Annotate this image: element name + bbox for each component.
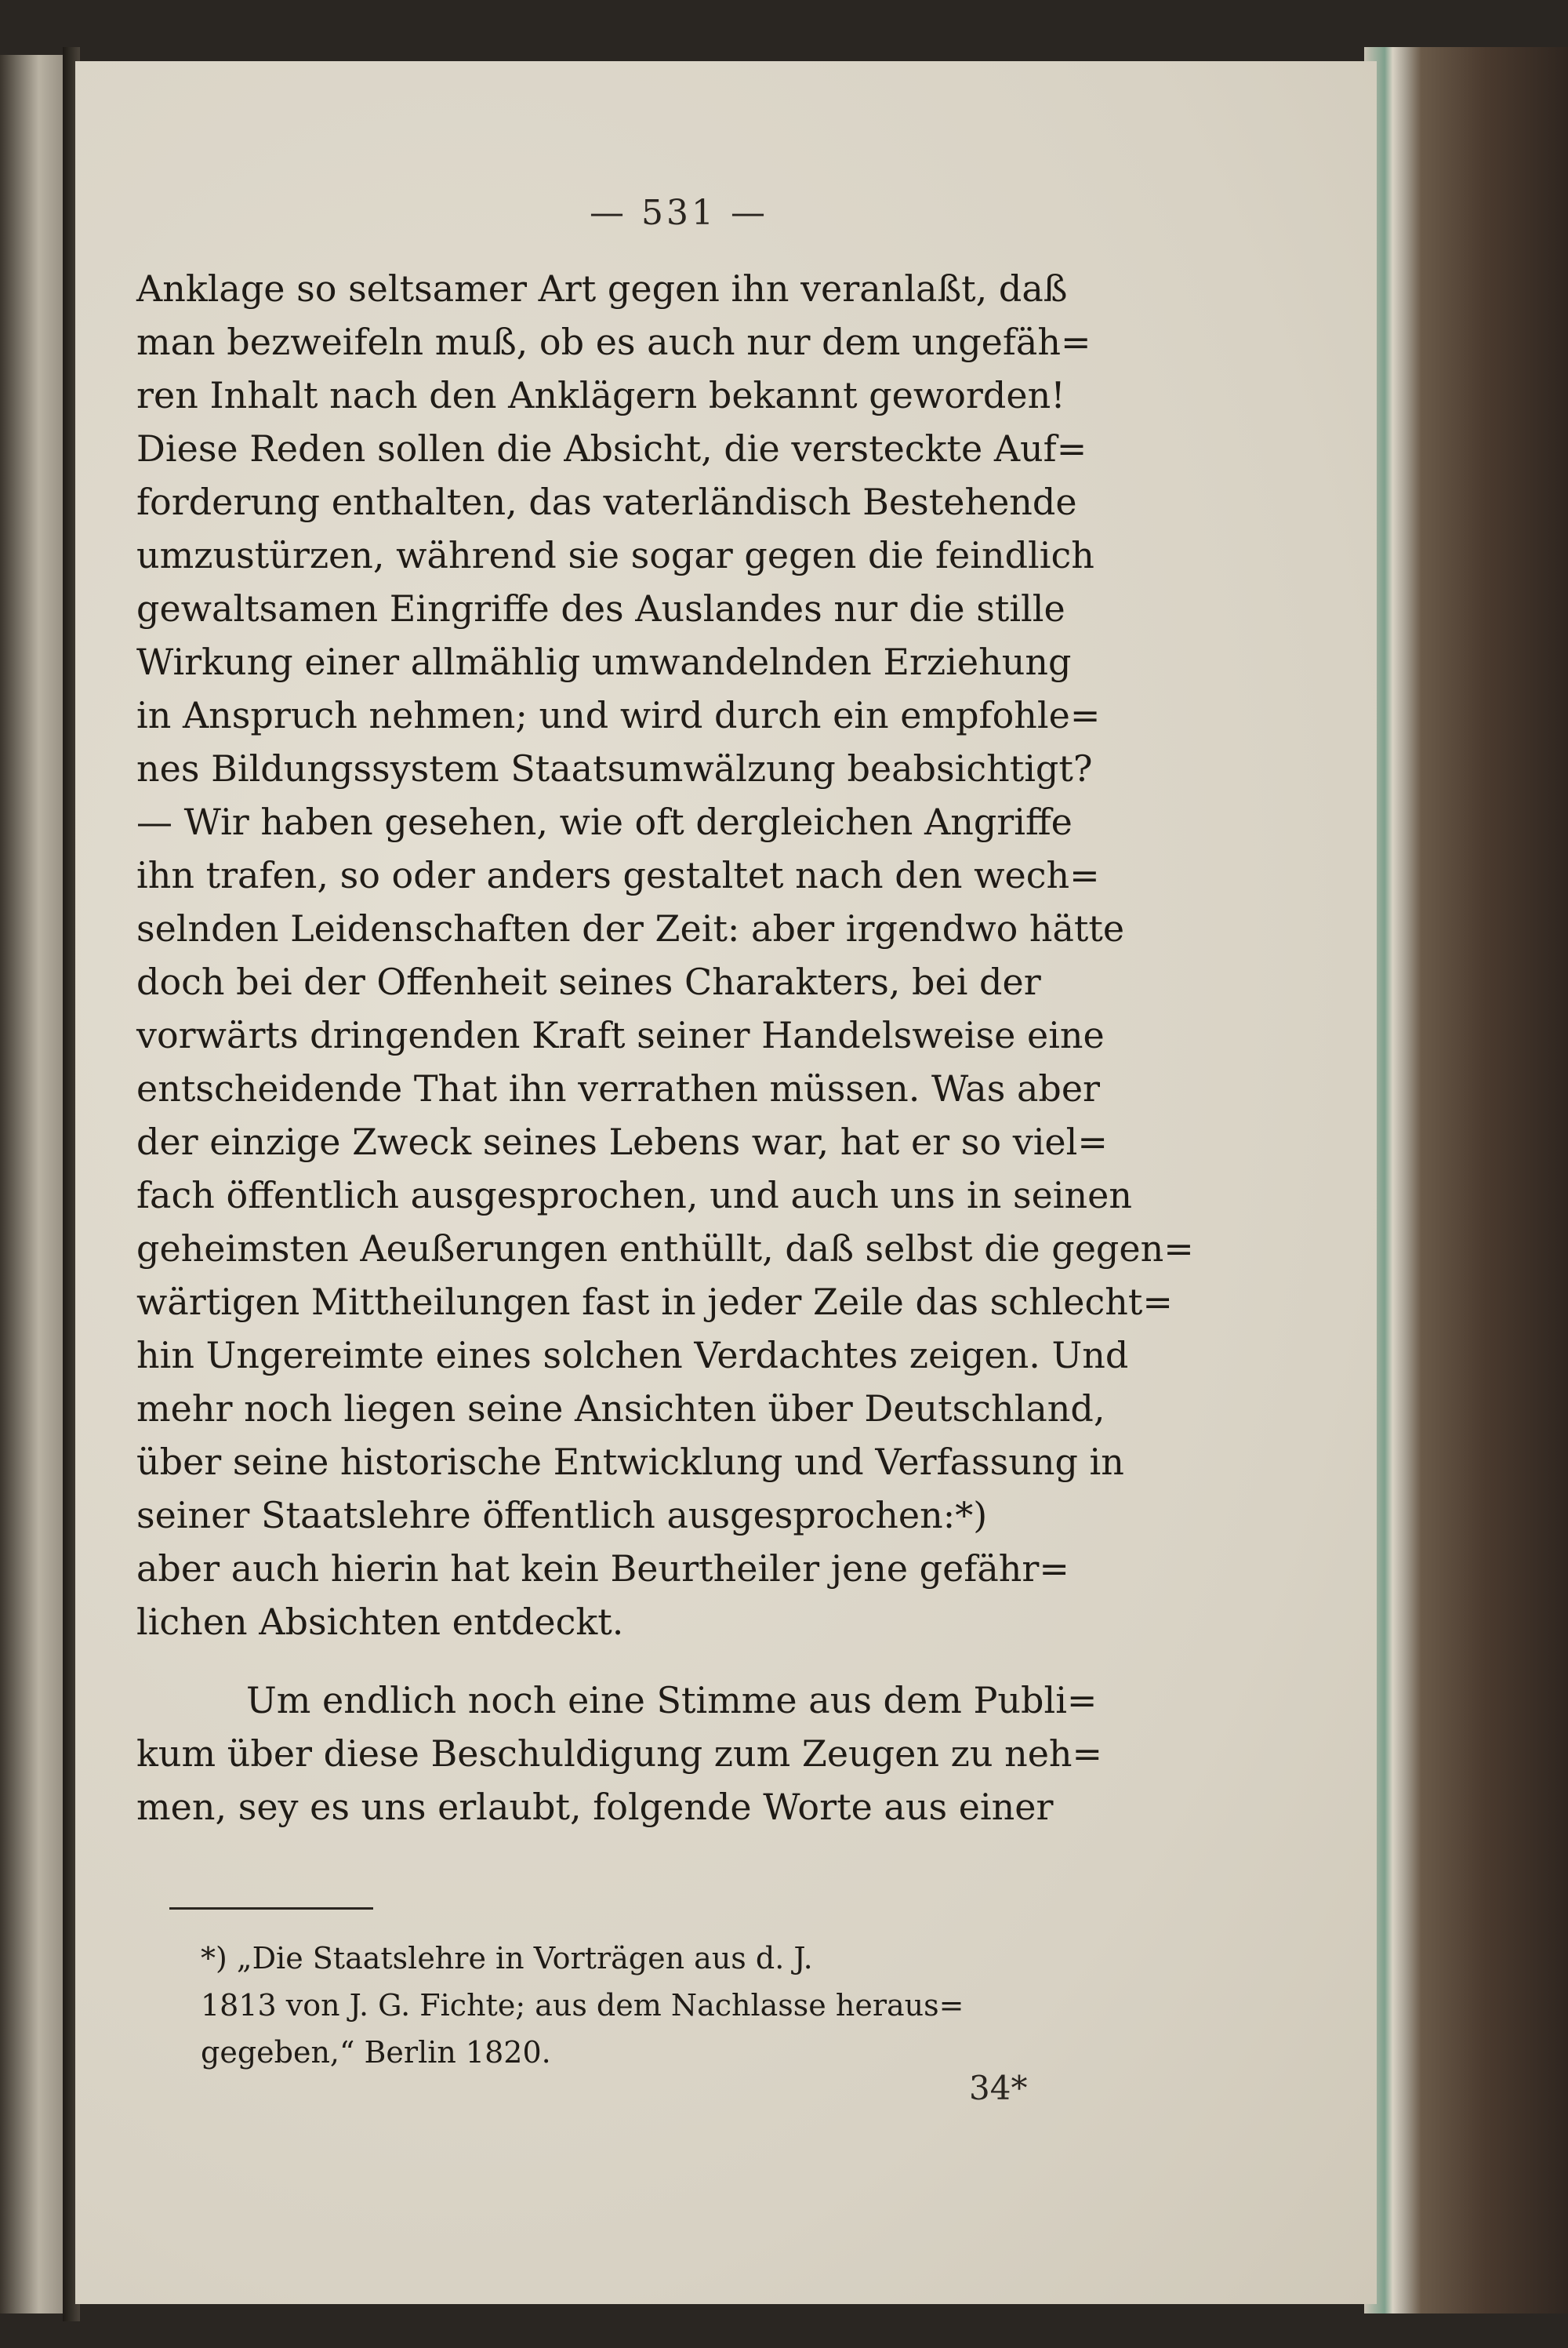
book-page-stack-edge: [1364, 47, 1568, 2313]
text-line: hin Ungereimte eines solchen Verdachtes zeigen. Und: [136, 1334, 1129, 1376]
text-line: lichen Absichten entdeckt.: [136, 1601, 624, 1643]
text-line: Diese Reden sollen die Absicht, die versteckte Auf=: [136, 427, 1087, 470]
text-line: forderung enthalten, das vaterländisch Bestehende: [136, 481, 1077, 523]
text-line: aber auch hierin hat kein Beurtheiler jene gefähr=: [136, 1547, 1069, 1590]
text-line: fach öffentlich ausgesprochen, und auch uns in seinen: [136, 1174, 1132, 1216]
text-line: doch bei der Offenheit seines Charakters, bei der: [136, 961, 1041, 1003]
book-page: [75, 61, 1377, 2304]
text-line: selnden Leidenschaften der Zeit: aber irgendwo hätte: [136, 907, 1125, 950]
text-line: über seine historische Entwicklung und Verfassung in: [136, 1441, 1124, 1483]
text-line: vorwärts dringenden Kraft seiner Handelsweise eine: [136, 1014, 1105, 1056]
text-line: ihn trafen, so oder anders gestaltet nach den wech=: [136, 854, 1100, 896]
text-line: mehr noch liegen seine Ansichten über Deutschland,: [136, 1387, 1105, 1430]
text-line: — Wir haben gesehen, wie oft dergleichen Angriffe: [136, 801, 1073, 843]
page-header: — 531 —: [590, 193, 768, 233]
footnote-rule: [169, 1907, 373, 1910]
text-line: Um endlich noch eine Stimme aus dem Publi=: [246, 1679, 1098, 1721]
previous-page-edge: [0, 55, 71, 2313]
text-line: ren Inhalt nach den Anklägern bekannt geworden!: [136, 374, 1065, 416]
text-line: wärtigen Mittheilungen fast in jeder Zeile das schlecht=: [136, 1281, 1173, 1323]
text-line: gewaltsamen Eingriffe des Auslandes nur die stille: [136, 587, 1065, 630]
text-line: Anklage so seltsamer Art gegen ihn veranlaßt, daß: [136, 267, 1068, 310]
text-line: Wirkung einer allmählig umwandelnden Erziehung: [136, 641, 1072, 683]
text-line: men, sey es uns erlaubt, folgende Worte aus einer: [136, 1786, 1054, 1828]
text-line: man bezweifeln muß, ob es auch nur dem ungefäh=: [136, 321, 1091, 363]
footnote-line: gegeben,“ Berlin 1820.: [201, 2035, 551, 2070]
text-line: in Anspruch nehmen; und wird durch ein empfohle=: [136, 694, 1101, 736]
signature-mark: 34*: [969, 2069, 1028, 2107]
text-line: seiner Staatslehre öffentlich ausgesprochen:*): [136, 1494, 988, 1536]
footnote-line: 1813 von J. G. Fichte; aus dem Nachlasse heraus=: [201, 1988, 964, 2023]
text-line: kum über diese Beschuldigung zum Zeugen zu neh=: [136, 1732, 1103, 1775]
text-line: nes Bildungssystem Staatsumwälzung beabsichtigt?: [136, 747, 1093, 790]
text-line: geheimsten Aeußerungen enthüllt, daß selbst die gegen=: [136, 1227, 1194, 1270]
text-line: entscheidende That ihn verrathen müssen. Was aber: [136, 1067, 1101, 1110]
text-line: der einzige Zweck seines Lebens war, hat er so viel=: [136, 1121, 1108, 1163]
text-line: umzustürzen, während sie sogar gegen die feindlich: [136, 534, 1094, 576]
footnote-line: *) „Die Staatslehre in Vorträgen aus d. J.: [201, 1941, 813, 1975]
